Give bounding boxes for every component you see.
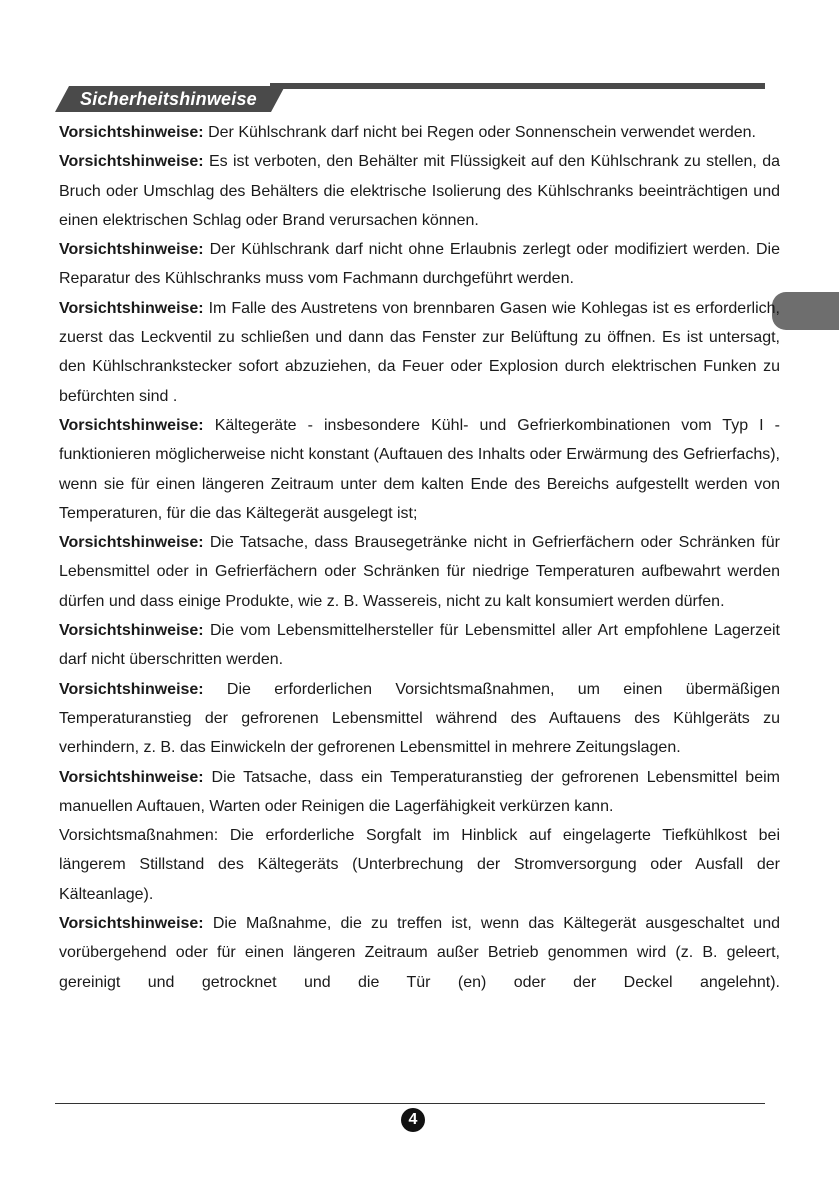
paragraph-lead: Vorsichtshinweise:	[59, 124, 204, 141]
paragraph-text: Die Maßnahme, die zu treffen ist, wenn das Kältegerät ausgeschaltet und vorübergehend oder für einen längeren Zeitraum außer Betrieb genommen wird (z. B. geleert, gereinigt und getrocknet und die Tür (en) oder der Deckel angelehnt).	[59, 915, 780, 991]
paragraph-lead: Vorsichtshinweise:	[59, 622, 204, 640]
paragraph-text: Es ist verboten, den Behälter mit Flüssigkeit auf den Kühlschrank zu stellen, da Bruch oder Umschlag des Behälters die elektrische Isolierung des Kühlschranks beeinträchtigen und einen elektrischen Schlag oder Brand verursachen können.	[59, 153, 780, 229]
side-thumb-tab	[772, 292, 839, 330]
paragraph-lead: Vorsichtshinweise:	[59, 299, 204, 317]
paragraph-text: Im Falle des Austretens von brennbaren Gasen wie Kohlegas ist es erforderlich, zuerst das Leckventil zu schließen und dann das Fenster zur Belüftung zu öffnen. Es ist untersagt, den Kühlschrankstecker sofort abzuziehen, da Feuer oder Explosion durch elektrischen Funken zu befürchten sind .	[59, 299, 780, 405]
paragraph-9	[59, 763, 780, 822]
paragraph-2	[59, 147, 780, 235]
paragraph-7	[59, 616, 780, 675]
paragraph-lead: Vorsichtshinweise:	[59, 680, 204, 698]
section-title: Sicherheitshinweise	[80, 89, 257, 109]
paragraph-text: Vorsichtsmaßnahmen: Die erforderliche Sorgfalt im Hinblick auf eingelagerte Tiefkühlkost bei längerem Stillstand des Kältegeräts (Unterbrechung der Stromversorgung oder Ausfall der Kälteanlage).	[59, 827, 780, 903]
paragraph-text: Kältegeräte - insbesondere Kühl- und Gefrierkombinationen vom Typ I - funktionieren möglicherweise nicht konstant (Auftauen des Inhalts oder Erwärmung des Gefrierfachs), wenn sie für einen längeren Zeitraum unter dem kalten Ende des Bereichs aufgestellt werden von Temperaturen, für die das Kältegerät ausgelegt ist;	[59, 416, 780, 522]
paragraph-text: Die Tatsache, dass Brausegetränke nicht in Gefrierfächern oder Schränken für Lebensmittel oder in Gefrierfächern oder Schränken für niedrige Temperaturen aufbewahrt werden dürfen und dass einige Produkte, wie z. B. Wassereis, nicht zu kalt konsumiert werden dürfen.	[59, 534, 780, 610]
paragraph-lead: Vorsichtshinweise:	[59, 153, 204, 171]
paragraph-lead: Vorsichtshinweise:	[59, 416, 204, 434]
paragraph-text: Der Kühlschrank darf nicht bei Regen oder Sonnenschein verwendet werden.	[208, 124, 756, 141]
paragraph-lead: Vorsichtshinweise:	[59, 534, 204, 552]
paragraph-4	[59, 294, 780, 411]
paragraph-1	[59, 118, 780, 147]
paragraph-11	[59, 909, 780, 997]
paragraph-6	[59, 528, 780, 616]
paragraph-text: Die Tatsache, dass ein Temperaturanstieg der gefrorenen Lebensmittel beim manuellen Auftauen, Warten oder Reinigen die Lagerfähigkeit verkürzen kann.	[59, 768, 780, 815]
paragraph-lead: Vorsichtshinweise:	[59, 915, 204, 933]
paragraph-text: Die vom Lebensmittelhersteller für Lebensmittel aller Art empfohlene Lagerzeit darf nicht überschritten werden.	[59, 622, 780, 669]
header-rule	[270, 83, 765, 89]
safety-text-body	[59, 118, 780, 997]
paragraph-lead: Vorsichtshinweise:	[59, 241, 204, 259]
paragraph-text: Die erforderlichen Vorsichtsmaßnahmen, um einen übermäßigen Temperaturanstieg der gefrorenen Lebensmittel während des Auftauens des Kühlgeräts zu verhindern, z. B. das Einwickeln der gefrorenen Lebensmittel in mehrere Zeitungslagen.	[59, 680, 780, 757]
footer-rule	[55, 1103, 765, 1104]
paragraph-10	[59, 821, 780, 909]
page-number-badge: 4	[401, 1108, 425, 1132]
paragraph-lead: Vorsichtshinweise:	[59, 768, 204, 786]
paragraph-text: Der Kühlschrank darf nicht ohne Erlaubnis zerlegt oder modifiziert werden. Die Reparatur des Kühlschranks muss vom Fachmann durchgeführt werden.	[59, 241, 781, 288]
paragraph-8	[59, 675, 780, 763]
paragraph-5	[59, 411, 780, 528]
paragraph-3	[59, 235, 780, 294]
